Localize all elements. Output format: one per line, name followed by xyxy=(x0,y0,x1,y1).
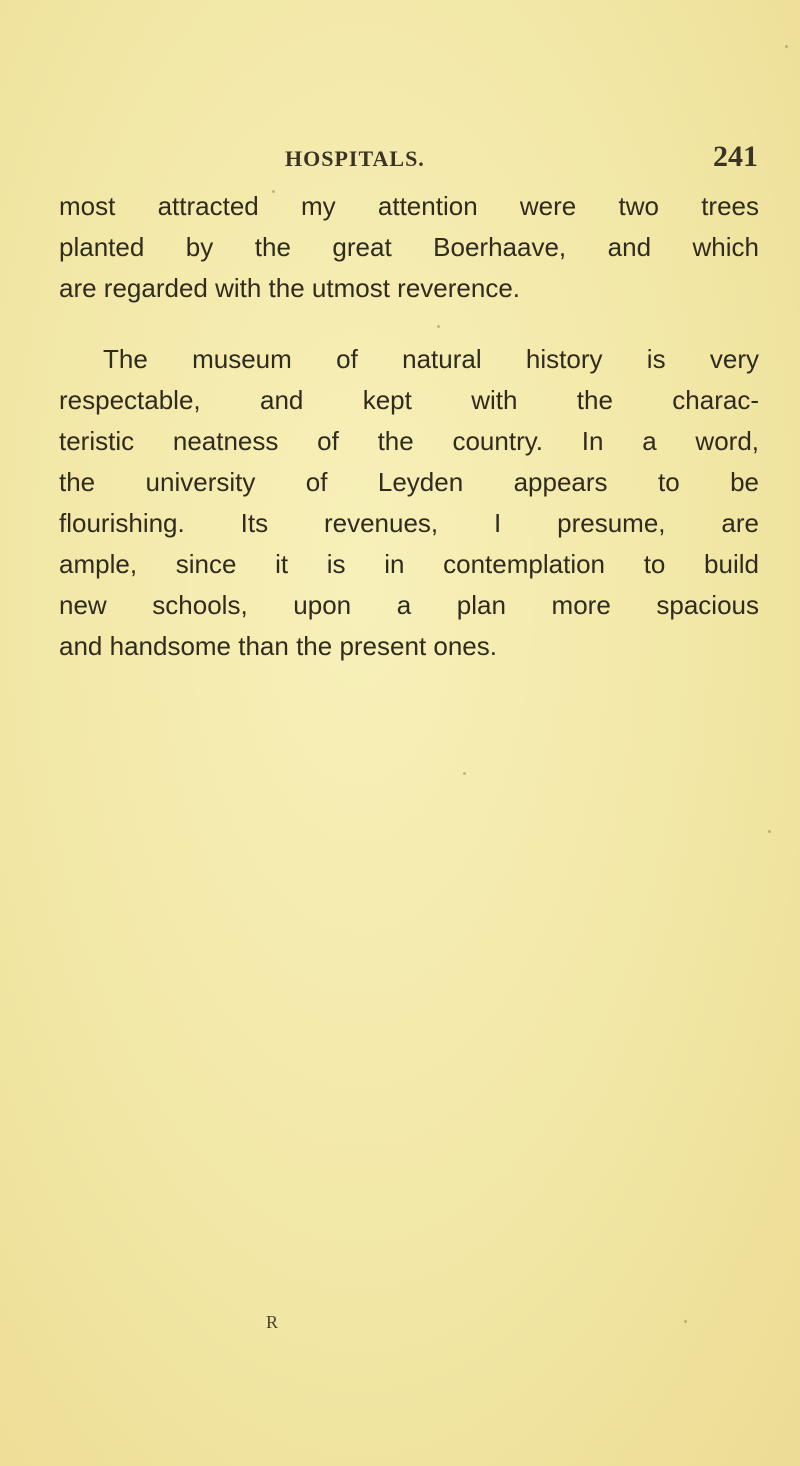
text-line: are regarded with the utmost reverence. xyxy=(59,273,521,303)
text-line: new schools, upon a plan more spacious xyxy=(59,590,759,620)
paper-speck xyxy=(684,1320,687,1323)
paper-speck xyxy=(463,772,466,775)
text-line: ample, since it is in contemplation to build xyxy=(59,549,759,579)
text-line: flourishing. Its revenues, I presume, are xyxy=(59,508,759,538)
text-line: most attracted my attention were two trees xyxy=(59,191,759,221)
running-head: HOSPITALS. xyxy=(285,146,425,171)
text-line: respectable, and kept with the charac- xyxy=(59,385,759,415)
page-header xyxy=(60,140,760,182)
paper-speck xyxy=(272,190,275,193)
text-line: planted by the great Boerhaave, and which xyxy=(59,232,759,262)
paper-speck xyxy=(437,325,440,328)
paper-speck xyxy=(785,45,788,48)
body-text xyxy=(59,186,759,667)
paper-speck xyxy=(768,830,771,833)
paragraph-1 xyxy=(59,186,759,309)
signature-mark: R xyxy=(266,1312,279,1332)
text-line: the university of Leyden appears to be xyxy=(59,467,759,497)
text-line: teristic neatness of the country. In a word, xyxy=(59,426,759,456)
text-line: and handsome than the present ones. xyxy=(59,631,497,661)
text-line: The museum of natural history is very xyxy=(103,344,759,374)
paragraph-2 xyxy=(59,339,759,667)
page-number: 241 xyxy=(713,140,758,173)
